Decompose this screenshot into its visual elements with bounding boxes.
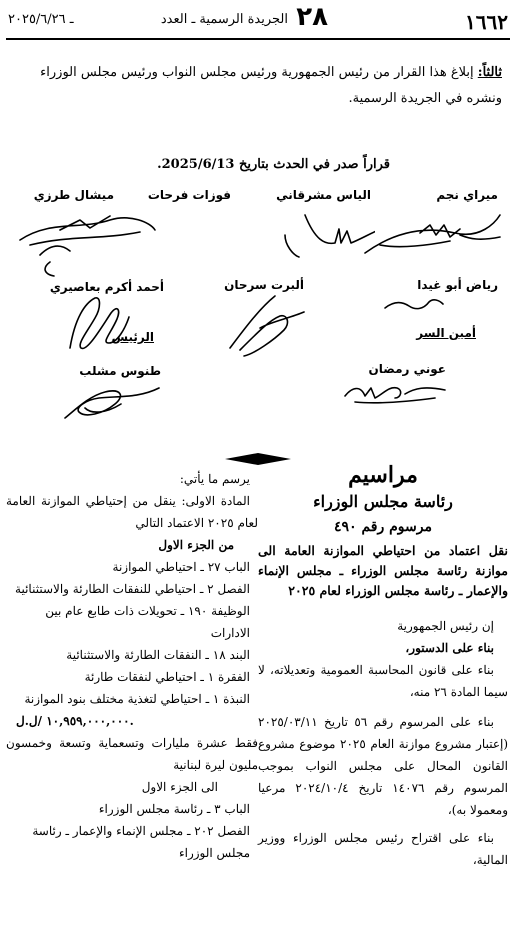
president-line: إن رئيس الجمهورية [397,619,494,633]
gazette-title: الجريدة الرسمية ـ العدد [160,12,288,27]
signature-image [60,288,135,358]
secretary-name: عوني رمضان [368,362,446,376]
signature-image [10,200,160,280]
signature-image [55,378,165,428]
articles-column [6,468,258,864]
president-title: الرئيس [111,330,154,344]
decree-paragraph: بناء على اقتراح رئيس مجلس الوزراء ووزير المالية، [258,831,508,867]
signature-image [335,372,455,408]
decrees-heading: مراسيم [348,462,418,488]
amount: ١٠,٩٥٩,٠٠٠,٠٠٠ /ل.ل. [16,714,134,728]
decree-column [258,462,508,871]
amount-words: فقط عشرة مليارات وتسعماية وتسعة وخمسون مليون ليرة لبنانية [6,736,258,772]
decree-subject: نقل اعتماد من احتياطي الموازنة العامة الى موازنة رئاسة مجلس الوزراء ـ مجلس الإنماء والإعمار ـ رئاسة مجلس الوزراء لعام ٢٠٢٥ [258,543,508,598]
page-number: ١٦٦٢ [465,10,508,34]
signatory-name: ميشال طرزي [33,188,114,202]
signatory-name: رياض أبو غيدا [417,278,498,292]
signatory-name: أحمد أكرم بعاصيري [49,280,164,294]
signature-image [220,288,310,358]
signature-image [380,288,450,318]
constitution-line: بناء على الدستور، [405,641,494,655]
third-label: ثالثاً: [477,65,502,80]
article-one: المادة الاولى: ينقل من إحتياطي الموازنة العامة لعام ٢٠٢٥ الاعتماد التالي [6,494,258,530]
signatory-name: الياس مشرقاني [276,188,371,202]
issue-date: ـ ٢٠٢٥/٦/٢٦ [8,12,74,27]
ministry-heading: رئاسة مجلس الوزراء [313,492,453,511]
decree-number: مرسوم رقم ٤٩٠ [334,519,432,535]
signature-image [275,205,375,265]
budget-line: الباب ٢٧ ـ احتياطي الموازنة [112,560,250,574]
budget-line: البند ١٨ ـ النفقات الطارئة والاستثنائية [66,648,250,662]
budget-line: الفصل ٢٠٢ ـ مجلس الإنماء والإعمار ـ رئاسة مجلس الوزراء [32,824,250,860]
issue-number: ٢٨ [296,2,328,32]
header-rule [6,38,510,40]
budget-line: النبذة ١ ـ احتياطي لتغذية مختلف بنود الموازنة [24,692,250,706]
budget-line: الفقرة ١ ـ احتياطي لنفقات طارئة [84,670,250,684]
budget-line: الفصل ٢ ـ احتياطي للنفقات الطارئة والاستثنائية [15,582,250,596]
third-text: إبلاغ هذا القرار من رئيس الجمهورية ورئيس مجلس النواب ورئيس مجلس الوزراء ونشره في الجريدة الرسمية. [40,65,502,106]
signature-image [360,205,510,265]
to-part: الى الجزء الاول [141,780,218,794]
third-clause [22,60,502,112]
signatory-name: ألبرت سرحان [224,278,304,292]
budget-line: الباب ٣ ـ رئاسة مجلس الوزراء [98,802,250,816]
secretary-title: أمين السر [416,326,476,340]
decree-paragraph: بناء على المرسوم رقم ٥٦ تاريخ ٢٠٢٥/٠٣/١١ (إعتبار مشروع موازنة العام ٢٠٢٥ موضوع مشروع القانون المحال على مجلس النواب بموجب المرسوم رقم ١٤٠٧٦ تاريخ ٢٠٢٤/١٠/٤ مرعيا ومعمولا به)، [258,715,509,817]
signatory-name: فوزات فرحات [147,188,231,202]
president-name: طنوس مشلب [79,364,161,378]
signatory-name: ميراي نجم [436,188,498,202]
budget-line: الوظيفة ١٩٠ ـ تحويلات ذات طابع عام بين الادارات [45,604,250,640]
decision-date: قراراً صدر في الحدث بتاريخ 2025/6/13. [157,157,390,172]
decree-paragraph: بناء على قانون المحاسبة العمومية وتعديلاته، لا سيما المادة ٢٦ منه، [258,663,508,699]
decrees-line: يرسم ما يأتي: [179,472,250,486]
from-part: من الجزء الاول [158,538,234,552]
